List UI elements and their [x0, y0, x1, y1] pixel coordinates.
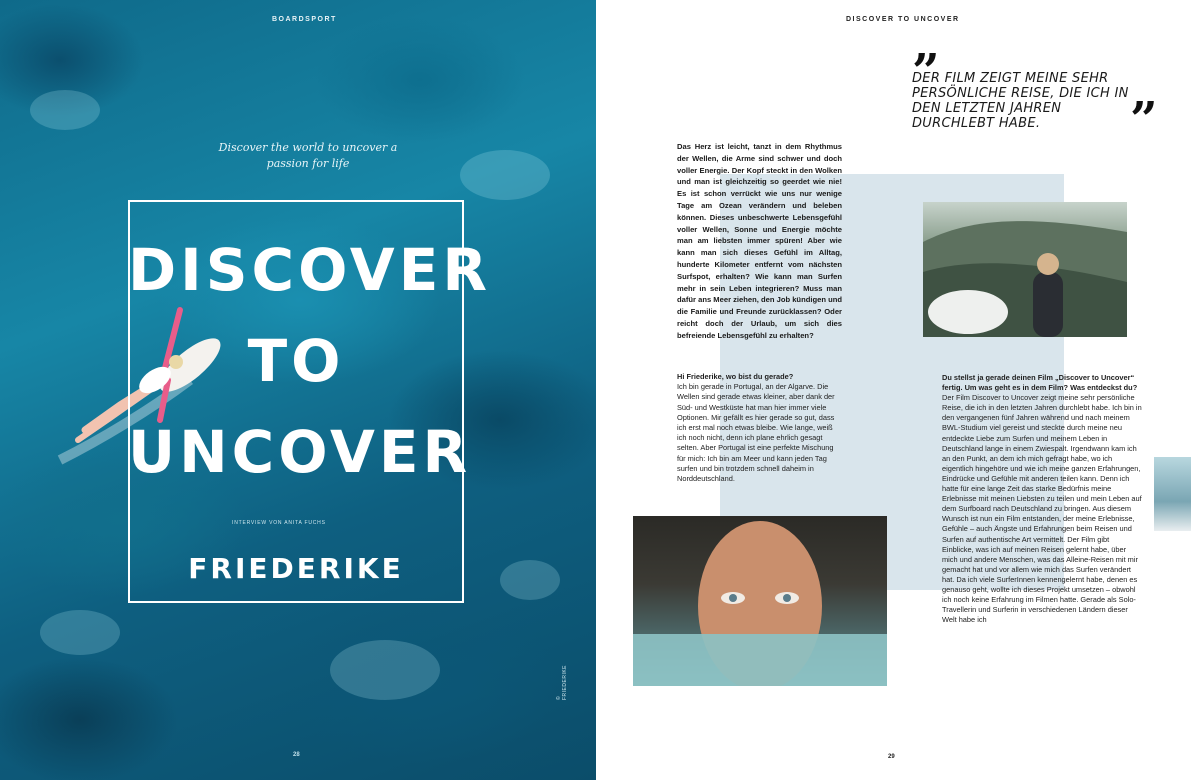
pullquote: DER FILM ZEIGT MEINE SEHR PERSÖNLICHE REISE, DIE ICH IN DEN LETZTEN JAHREN DURCHLEBT HABE.	[912, 71, 1129, 131]
interview-column-2	[942, 373, 1142, 625]
section-label: BOARDSPORT	[272, 16, 337, 23]
title-line-1: DISCOVER	[128, 236, 491, 304]
water-texture	[40, 610, 120, 655]
water-texture	[460, 150, 550, 200]
title-line-3: UNCOVER	[128, 418, 472, 486]
quote-open-icon: ”	[912, 44, 940, 100]
water-texture	[500, 560, 560, 600]
water-texture	[330, 640, 440, 700]
tagline: Discover the world to uncover a passion for life	[218, 141, 398, 170]
quote-close-icon: ”	[1130, 92, 1158, 148]
photo-credit: © FRIEDERIKE	[556, 664, 568, 700]
face-in-water-photo	[633, 516, 887, 686]
answer-2: Der Film Discover to Uncover zeigt meine sehr persönliche Reise, die ich in den letzten Jahren durchlebt habe. Ich bin in den vergangenen fünf Jahren während und nach meinem BWL-Studium viel gereist und steckte durch meine neu entdeckte Liebe zum Surfen und meinem Leben in Deutschland lange in einem Zwiespalt. Irgendwann kam ich an den Punkt, an dem ich mich gefragt habe, wo ich eigentlich hingehöre und wie ich meine ganzen Erfahrungen, Eindrücke und Gefühle mit anderen teilen kann. Denn ich hatte für eine lange Zeit das starke Bedürfnis meine Erlebnisse mit meinen Liebsten zu teilen und mein Leben auf dem Surfboard nach Deutschland zu bringen. Aus diesem Wunsch ist nun ein Film entstanden, der meine Erlebnisse, Gefühle – auch Ängste und Erfahrungen beim Reisen und Surfen auf authentische Art vermittelt. Der Film gibt Einblicke, was ich auf meinen Reisen gelernt habe, über mich und andere Menschen, was das Alleine-Reisen mit mir gemacht hat und vor allem wie mich das Surfen verändert hat. Da ich viele SurferInnen kennengelernt habe, denen es genauso geht, wollte ich dieses Projekt umsetzen – obwohl ich noch keine Erfahrung im Filmen hatte. Gerade als Solo-Travellerin und Surferin in verschiedenen Ländern dieser Welt habe ich	[942, 393, 1142, 625]
page-number-left: 28	[293, 752, 300, 758]
section-label: DISCOVER TO UNCOVER	[846, 16, 960, 23]
question-2: Du stellst ja gerade deinen Film „Discover to Uncover“ fertig. Um was geht es in dem Film? Was entdeckst du?	[942, 373, 1138, 393]
title-line-2: TO	[247, 327, 345, 395]
interviewee-name: FRIEDERIKE	[188, 552, 404, 585]
page-number-right: 29	[888, 754, 895, 760]
answer-1: Ich bin gerade in Portugal, an der Algarve. Die Wellen sind gerade etwas kleiner, aber dank der Süd- und Westküste hat man hier immer viele Optionen. Mir gefällt es hier gerade so gut, dass ich erst mal noch etwas bleibe. Wie lange, weiß ich noch nicht, denn ich plane ehrlich gesagt selten. Aber Portugal ist eine perfekte Mischung für mich: Ich bin am Meer und kann jeden Tag surfen und bin trotzdem schnell daheim in Norddeutschland.	[677, 382, 835, 484]
intro-paragraph: Das Herz ist leicht, tanzt in dem Rhythmus der Wellen, die Arme sind schwer und doch voller Energie. Der Kopf steckt in den Wolken und man ist gleichzeitig so geerdet wie nie! Es ist schon verrückt wie uns nur wenige Tage am Ozean verändern und beleben können. Dieses unbeschwerte Lebensgefühl voller Wellen, Sonne und Energie möchte man am liebsten immer spüren! Aber wie kann man sich dieses Gefühl im Alltag, hunderte Kilometer entfernt vom nächsten Surfspot, erhalten? Wie kann man Surfen mehr in sein Leben integrieren? Muss man dafür ans Meer ziehen, den Job kündigen und die Familie und Freunde zurücklassen? Oder reicht doch der Urlaub, um sich dies befreiende Lebensgefühl zu erhalten?	[677, 142, 842, 340]
question-1: Hi Friederike, wo bist du gerade?	[677, 372, 794, 381]
surfer-thumbnail-photo	[1154, 457, 1191, 531]
water-texture	[30, 90, 100, 130]
interview-credit: INTERVIEW VON ANITA FUCHS	[232, 520, 326, 526]
interview-column-1	[677, 372, 842, 484]
surfer-coast-photo	[923, 202, 1127, 337]
